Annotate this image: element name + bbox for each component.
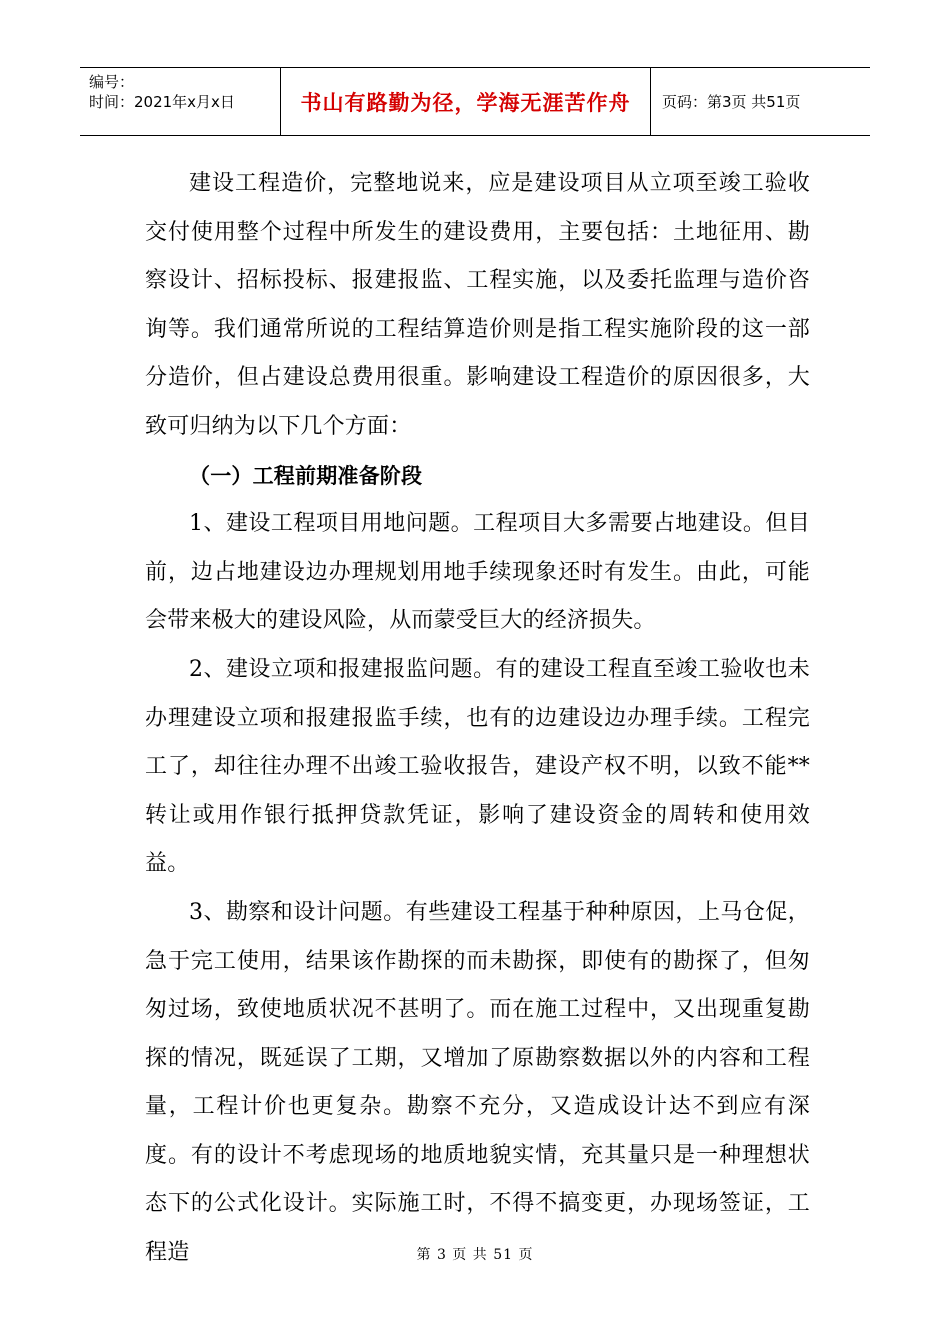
motto-text: 书山有路勤为径，学海无涯苦作舟 xyxy=(300,90,631,115)
header-page-info: 页码：第3页 共51页 xyxy=(662,93,801,111)
date-label: 时间：2021年x月x日 xyxy=(89,93,235,111)
paragraph-intro: 建设工程造价，完整地说来，应是建设项目从立项至竣工验收交付使用整个过程中所发生的建设费用，主要包括：土地征用、勘察设计、招标投标、报建报监、工程实施，以及委托监理与造价咨询等。我们通常所说的工程结算造价则是指工程实施阶段的这一部分造价，但占建设总费用很重。影响建设工程造价的原因很多，大致可归纳为以下几个方面： xyxy=(145,171,810,439)
document-body xyxy=(145,160,810,1278)
paragraph-item-1: 1、建设工程项目用地问题。工程项目大多需要占地建设。但目前，边占地建设边办理规划用地手续现象还时有发生。由此，可能会带来极大的建设风险，从而蒙受巨大的经济损失。 xyxy=(145,511,810,634)
header-motto-cell xyxy=(281,68,651,135)
serial-number-label: 编号： xyxy=(89,73,135,91)
header-meta-cell xyxy=(80,68,281,135)
page-footer xyxy=(0,1244,950,1264)
header-page-cell xyxy=(651,68,870,135)
footer-page-number: 第 3 页 共 51 页 xyxy=(416,1247,534,1263)
paragraph-item-2: 2、建设立项和报建报监问题。有的建设工程直至竣工验收也未办理建设立项和报建报监手续，也有的边建设边办理手续。工程完工了，却往往办理不出竣工验收报告，建设产权不明，以致不能**转让或用作银行抵押贷款凭证，影响了建设资金的周转和使用效益。 xyxy=(145,656,810,877)
document-header xyxy=(80,67,870,136)
paragraph-item-3: 3、勘察和设计问题。有些建设工程基于种种原因，上马仓促，急于完工使用，结果该作勘探的而未勘探，即使有的勘探了，但匆匆过场，致使地质状况不甚明了。而在施工过程中，又出现重复勘探的情况，既延误了工期，又增加了原勘察数据以外的内容和工程量，工程计价也更复杂。勘察不充分，又造成设计达不到应有深度。有的设计不考虑现场的地质地貌实情，充其量只是一种理想状态下的公式化设计。实际施工时，不得不搞变更，办现场签证，工程造 xyxy=(145,899,810,1266)
section-heading: （一）工程前期准备阶段 xyxy=(189,463,423,488)
